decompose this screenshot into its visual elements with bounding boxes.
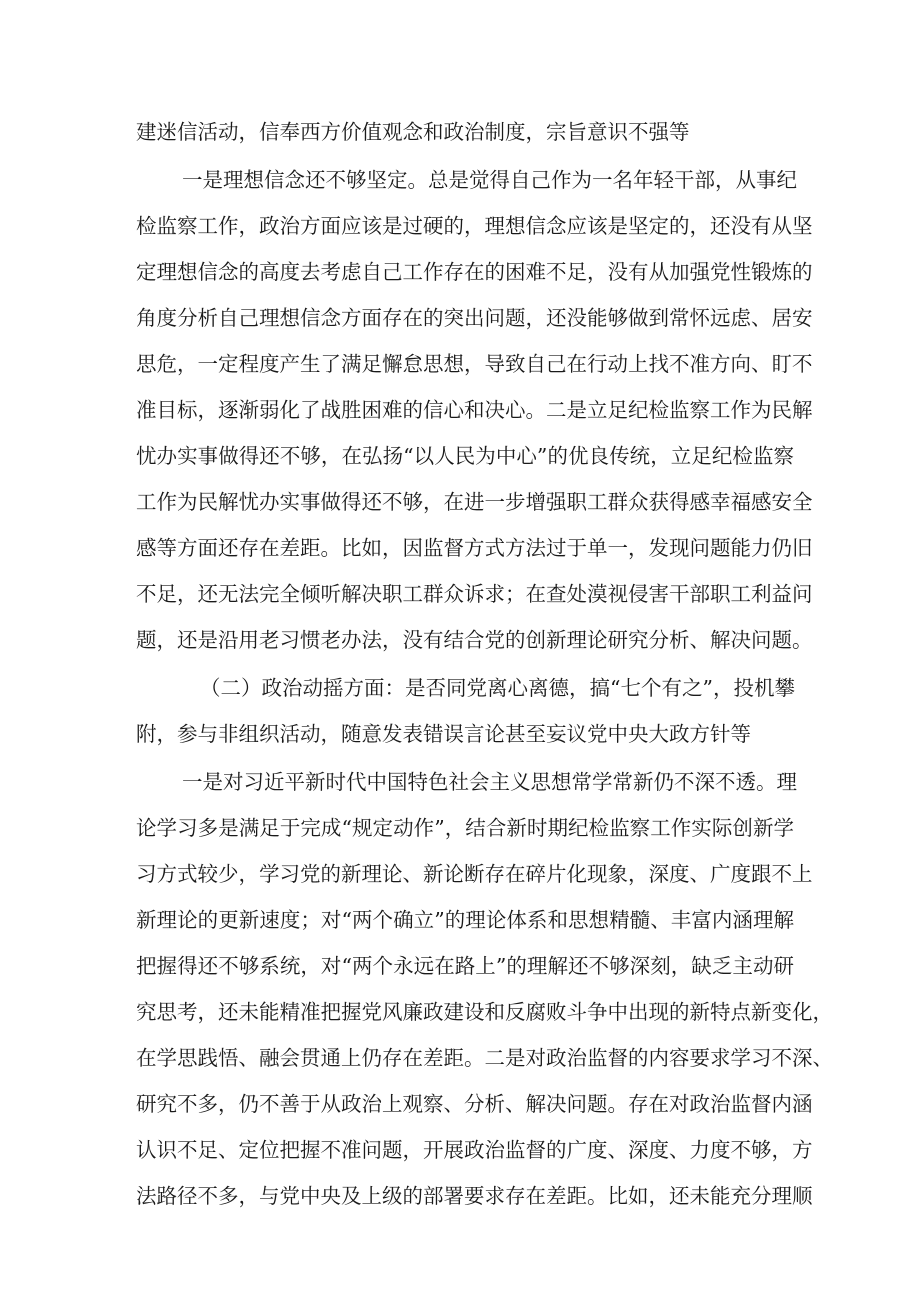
text-line: 新理论的更新速度；对“两个确立”的理论体系和思想精髓、丰富内涵理解 — [136, 908, 794, 932]
text-line: 工作为民解忧办实事做得还不够，在进一步增强职工群众获得感幸福感安全 — [136, 490, 813, 514]
text-line: 把握得还不够系统，对“两个永远在路上”的理解还不够深刻，缺乏主动研 — [136, 954, 794, 978]
text-line: 建迷信活动，信奉西方价值观念和政治制度，宗旨意识不强等 — [136, 120, 690, 144]
text-line: 忧办实事做得还不够，在弘扬“以人民为中心”的优良传统，立足纪检监察 — [136, 444, 794, 468]
text-line: 不足，还无法完全倾听解决职工群众诉求；在查处漠视侵害干部职工利益问 — [136, 582, 813, 606]
text-line: 感等方面还存在差距。比如，因监督方式方法过于单一，发现问题能力仍旧 — [136, 536, 813, 560]
text-line: 论学习多是满足于完成“规定动作”，结合新时期纪检监察工作实际创新学 — [136, 816, 794, 840]
text-line: 准目标，逐渐弱化了战胜困难的信心和决心。二是立足纪检监察工作为民解 — [136, 398, 813, 422]
text-line: 究思考，还未能精准把握党风廉政建设和反腐败斗争中出现的新特点新变化， — [136, 1000, 833, 1024]
paragraph-first-line: 一是对习近平新时代中国特色社会主义思想常学常新仍不深不透。理 — [182, 770, 797, 794]
paragraph-first-line: 一是理想信念还不够坚定。总是觉得自己作为一名年轻干部，从事纪 — [182, 168, 797, 192]
section-heading-line: （二）政治动摇方面：是否同党离心离德，搞“七个有之”，投机攀 — [200, 676, 795, 700]
text-line: 角度分析自己理想信念方面存在的突出问题，还没能够做到常怀远虑、居安 — [136, 306, 813, 330]
text-line: 思危，一定程度产生了满足懈怠思想，导致自己在行动上找不准方向、盯不 — [136, 352, 813, 376]
text-line: 题，还是沿用老习惯老办法，没有结合党的创新理论研究分析、解决问题。 — [136, 628, 813, 652]
text-line: 法路径不多，与党中央及上级的部署要求存在差距。比如，还未能充分理顺 — [136, 1184, 813, 1208]
text-line: 在学思践悟、融会贯通上仍存在差距。二是对政治监督的内容要求学习不深、 — [136, 1046, 833, 1070]
text-line: 研究不多，仍不善于从政治上观察、分析、解决问题。存在对政治监督内涵 — [136, 1092, 813, 1116]
text-line: 定理想信念的高度去考虑自己工作存在的困难不足，没有从加强党性锻炼的 — [136, 260, 813, 284]
text-line: 认识不足、定位把握不准问题，开展政治监督的广度、深度、力度不够，方 — [136, 1138, 813, 1162]
text-line: 检监察工作，政治方面应该是过硬的，理想信念应该是坚定的，还没有从坚 — [136, 214, 813, 238]
text-line: 习方式较少，学习党的新理论、新论断存在碎片化现象，深度、广度跟不上 — [136, 862, 813, 886]
section-heading-line: 附，参与非组织活动，随意发表错误言论甚至妄议党中央大政方针等 — [136, 722, 751, 746]
